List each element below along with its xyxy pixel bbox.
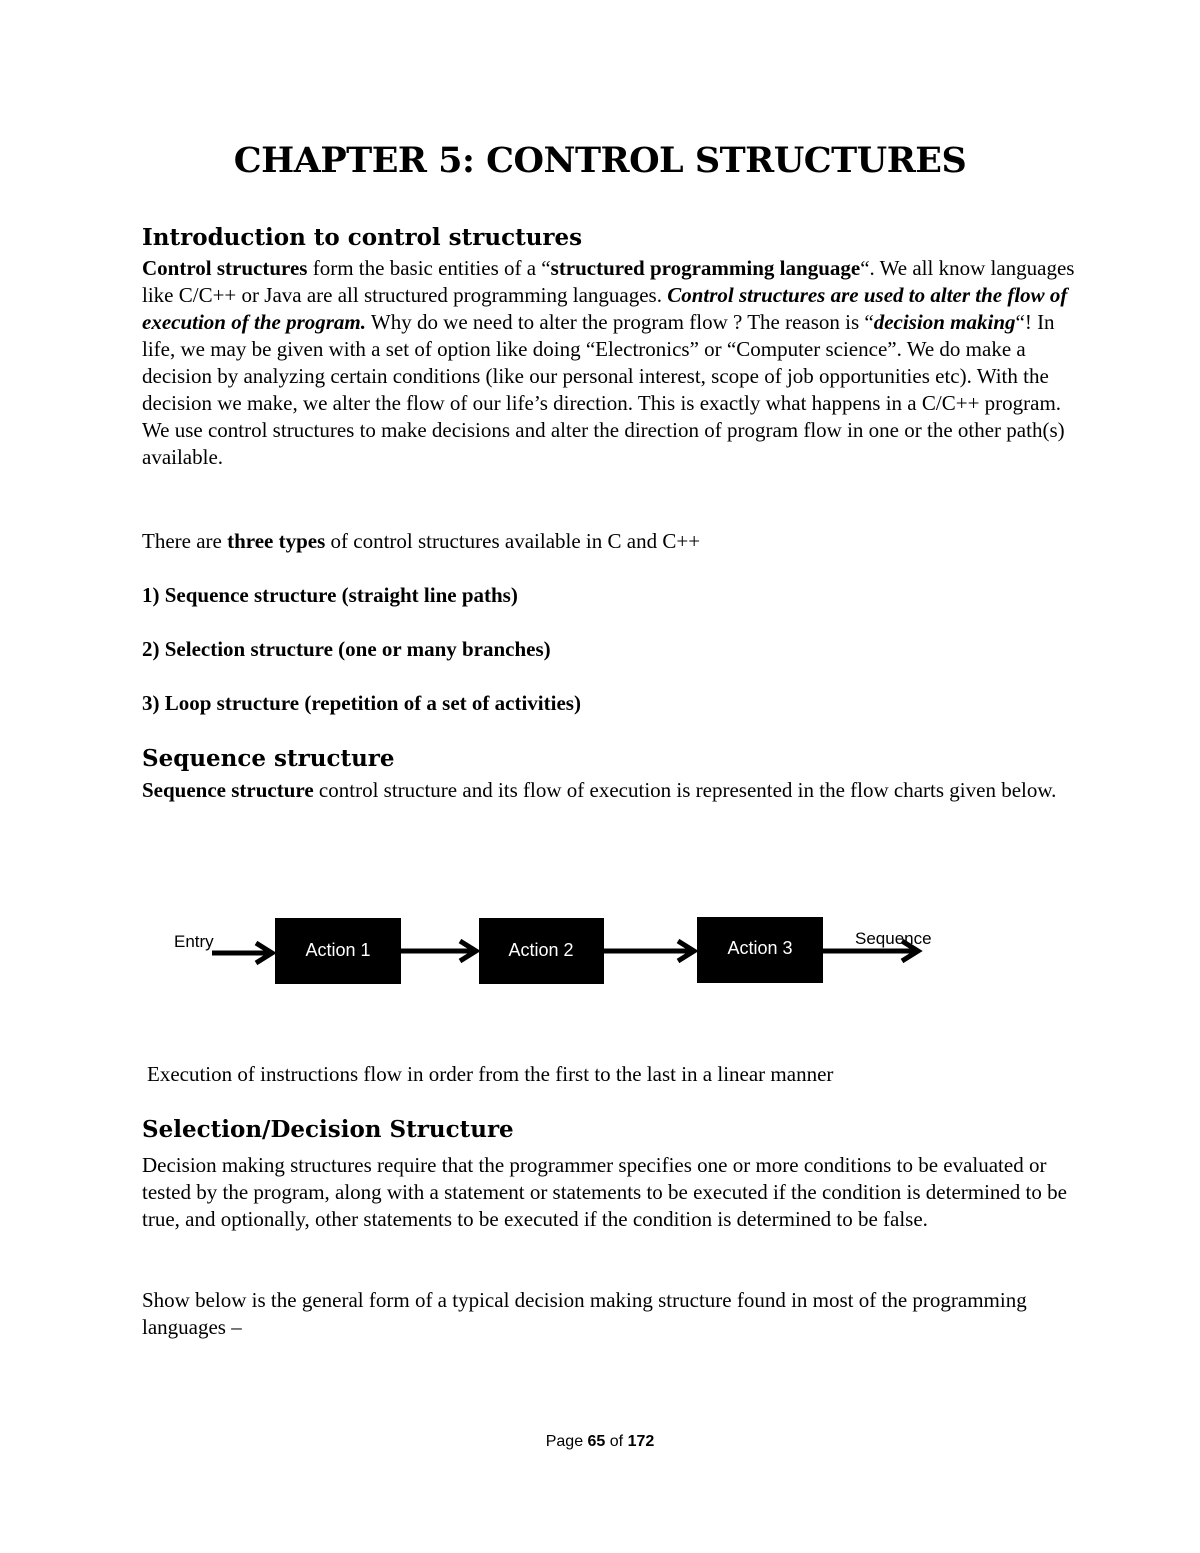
intro-text-1: form the basic entities of a “ (307, 256, 551, 280)
action-box-1-label: Action 1 (305, 940, 371, 960)
sequence-heading: Sequence structure (142, 745, 395, 772)
intro-text-2: “. We all know languages like C/C++ or Java are all structured programming languages. (142, 256, 1075, 307)
intro-emphasis-alter-flow: Control structures are used to alter the flow of execution of the program. (142, 283, 1068, 334)
selection-heading: Selection/Decision Structure (142, 1116, 514, 1143)
chapter-title: CHAPTER 5: CONTROL STRUCTURES (233, 140, 967, 181)
exit-label: Sequence (855, 929, 932, 948)
intro-heading: Introduction to control structures (142, 224, 583, 251)
intro-text-3: Why do we need to alter the program flow ? The reason is “ (366, 310, 874, 334)
sequence-term: Sequence structure (142, 778, 314, 802)
selection-paragraph-1: Decision making structures require that the programmer specifies one or more conditions to be evaluated or tested by the program, along with a statement or statements to be executed if the condition is determined to be true, and optionally, other statements to be executed if the condition is determined to be false. (142, 1153, 1067, 1231)
footer-prefix: Page (545, 1433, 588, 1450)
intro-emphasis-decision-making: decision making (873, 310, 1016, 334)
type-item-selection: 2) Selection structure (one or many branches) (142, 637, 551, 661)
action-box-3-label: Action 3 (727, 938, 793, 958)
intro-term-structured-language: structured programming language (550, 256, 861, 280)
sequence-flowchart (0, 890, 1200, 1010)
sequence-paragraph (142, 777, 1082, 804)
footer-total-pages: 172 (627, 1433, 655, 1450)
sequence-text: control structure and its flow of execution is represented in the flow charts given below. (313, 778, 1057, 802)
sequence-caption: Execution of instructions flow in order from the first to the last in a linear manner (147, 1062, 834, 1086)
intro-term-control-structures: Control structures (142, 256, 308, 280)
arrow-1-to-2 (401, 941, 476, 961)
type-item-sequence: 1) Sequence structure (straight line paths) (142, 583, 518, 607)
arrow-2-to-3 (604, 941, 694, 961)
types-intro-text-2: of control structures available in C and C++ (325, 529, 701, 553)
footer-page-number: 65 (587, 1433, 606, 1450)
selection-paragraph-2: Show below is the general form of a typical decision making structure found in most of the programming languages – (142, 1288, 1027, 1339)
entry-arrow (212, 943, 272, 963)
types-intro-three-types: three types (227, 529, 326, 553)
entry-label: Entry (174, 932, 214, 951)
footer-middle: of (605, 1433, 628, 1450)
page-footer (0, 1433, 1200, 1451)
action-box-2-label: Action 2 (508, 940, 574, 960)
intro-paragraph (142, 255, 1082, 471)
intro-text-4: “! In life, we may be given with a set of option like doing “Electronics” or “Computer science”. We do make a decision by analyzing certain conditions (like our personal interest, scope of job opportunities etc). With the decision we make, we alter the flow of our life’s direction. This is exactly what happens in a C/C++ program. We use control structures to make decisions and alter the direction of program flow in one or the other path(s) available. (142, 310, 1065, 469)
types-intro-text-1: There are (142, 529, 228, 553)
types-intro-line (142, 529, 700, 554)
type-item-loop: 3) Loop structure (repetition of a set of activities) (142, 691, 581, 715)
